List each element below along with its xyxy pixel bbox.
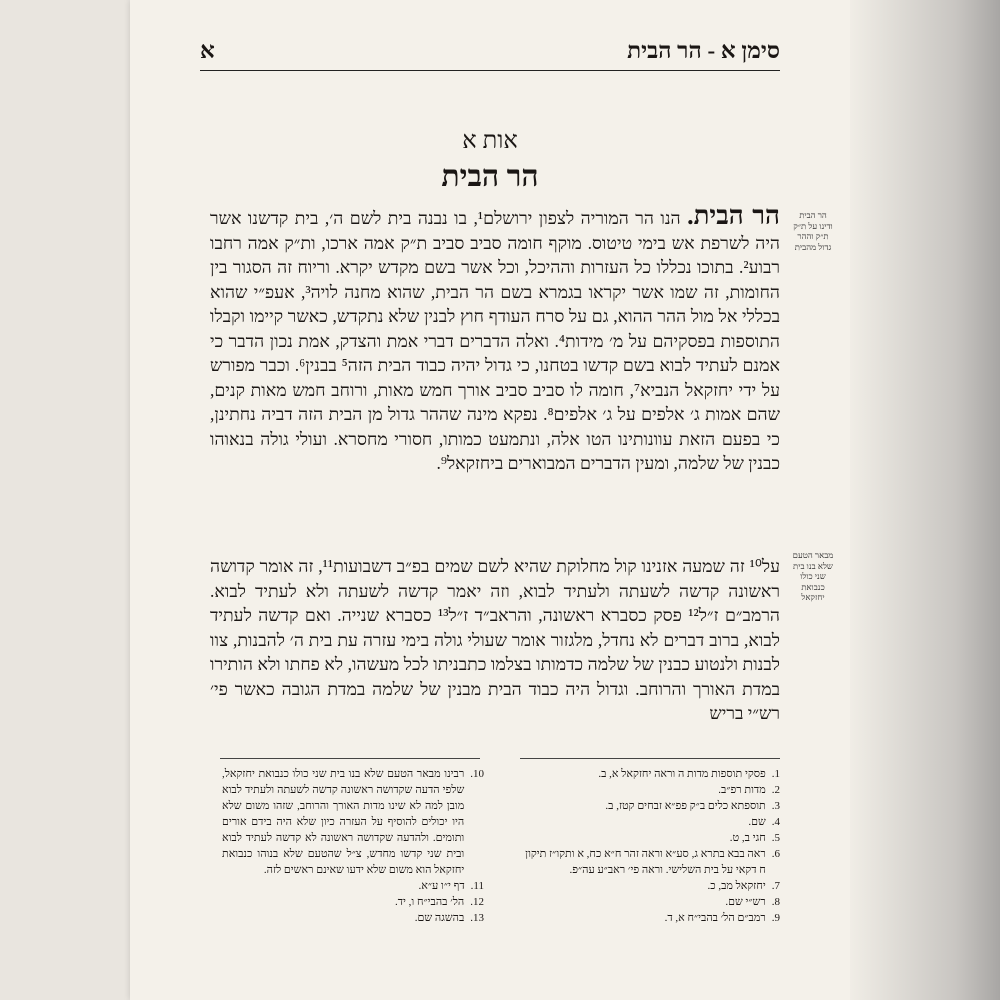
footnote: 12. הל׳ בהבי״ח ו, יד. [394,896,484,908]
section-title: הר הבית [441,160,539,193]
section-label: אות א [462,128,518,154]
footnote: 10. רבינו מבאר הטעם שלא בנו בית שני כולו כנבואת יחזקאל, שלפי הדעה שקדושה ראשונה קדשה לשעתה ולעתיד לבוא מובן למה לא שינו מדות האורך והרוחב, שזהו משום שלא היו יכולים להוסיף על העזרה כיון שלא היה בידם אורים ותומים. ולהדעה שקדושה ראשונה לא קדשה לעתיד לבוא ובית שני קדשו מחדש, צ״ל שהטעם שלא בנוהו כנבואת יחזקאל הוא משום שלא ידעו שאינם ראשים לזה. [222,768,484,876]
footnote: 8. רש״י שם. [725,896,780,908]
footnotes-left-column [222,766,484,926]
running-header [200,28,780,64]
header-rule [200,70,780,71]
paragraph-2-text: על¹⁰ זה שמעה אזנינו קול מחלוקת שהיא לשם שמים בפ״ב דשבועות¹¹, זה אומר קדושה ראשונה קדשה לשעתה ולעתיד לבוא, וזה יאמר קדשה לשעתה ולא לעתיד לבוא. הרמב״ם ז״ל¹² פסק כסברא ראשונה, והראב״ד ז״ל¹³ כסברא שנייה. ואם קדשה לעתיד לבוא, ברוב דברים לא נחדל, מלגזור אומר שעולי גולה בימי עזרה עת בית ה׳ להבנות, צוו לבנות ולנטוע כבנין של שלמה כדמותו בצלמו כתבניתו לכל מעשהו, לא פחתו ולא הותירו במדת האורך והרוחב. וגדול היה כבוד הבית מבנין של שלמה במדת הגובה כאשר פי׳ רש״י בריש [210,556,780,723]
footnotes-right-column [520,766,780,926]
margin-note-2: מבאר הטעם שלא בנו בית שני כולו כנבואת יחזקאל [792,550,834,602]
footnote: 5. חגי ב, ט. [729,832,780,844]
footnote: 11. דף י״ו ע״א. [418,880,484,892]
footnote: 9. רמב״ם הל׳ בהבי״ח א, ד. [664,912,780,924]
footnote: 13. בהשגה שם. [414,912,484,924]
footnote-rule-left [220,758,480,759]
paragraph-2 [210,554,780,726]
margin-note-1: הר הבית ודינו על ת״ק ת״ק וההר גדול מהבית [793,210,833,252]
footnote: 4. שם. [748,816,780,828]
paragraph-1-text: הנו הר המוריה לצפון ירושלם¹, בו נבנה בית לשם ה׳, בית קדשנו אשר היה לשרפת אש בימי טיטוס. מוקף חומה סביב סביב ת״ק אמה ארכו, ות״ק אמה רחבו רבוע². בתוכו נכללו כל העזרות וההיכל, וכל אשר בשם מקדש יקרא. וריוח זה הסגור בין החומות, זה שמו אשר יקראו בגמרא בשם הר הבית, שהוא מחנה לויה³, אעפ״י שהוא בכללי אל מול ההר ההוא, גם על סרח העודף חוץ לבנין שלא נתקדש, כאשר קיימו וקבלו התוספות בפסקיהם על מ׳ מידות⁴. ואלה הדברים דברי אמת והצדק, אמת נכון הדבר כי אמנם לעתיד לבוא בשם קדשו בטחנו, כי גדול יהיה כבוד הבית הזה⁵ בבנין⁶. וכבר מפורש על ידי יחזקאל הנביא⁷, חומה לו סביב סביב אורך חמש מאות, ורוחב חמש מאות קנים, שהם אמות ג׳ אלפים על ג׳ אלפים⁸. נפקא מינה שההר גדול מן הבית הזה דביה נחתינן, כי בפעם הזאת עוונותינו הטו אלה, ונתמעט כמותו, חסורי מחסרא. ועולי גולה בנאוהו כבנין של שלמה, ומעין הדברים המבוארים ביחזקאל⁹. [210,208,781,473]
header-page-letter: א [200,38,215,63]
footnote-rule-right [520,758,780,759]
header-title: סימן א - הר הבית [627,38,780,63]
paragraph-1 [210,201,781,476]
footnote: 1. פסקי תוספות מדות ה וראה יחזקאל א, ב. [598,768,780,780]
footnote: 2. מדות רפ״ב. [718,784,780,796]
paragraph-opening: הר הבית. [687,201,781,230]
page-edge [850,0,1000,1000]
footnote: 3. תוספתא כלים ב״ק פפ״א זבחים קטז, ב. [605,800,780,812]
footnote: 7. יחזקאל מב, כ. [707,880,780,892]
footnote: 6. ראה בבא בתרא ג, סע״א וראה זהר ח״א כח, א ותקו״ז תיקון ח דקאי על בית השלישי. וראה פי׳ ראב״ע עה״פ. [525,848,780,876]
